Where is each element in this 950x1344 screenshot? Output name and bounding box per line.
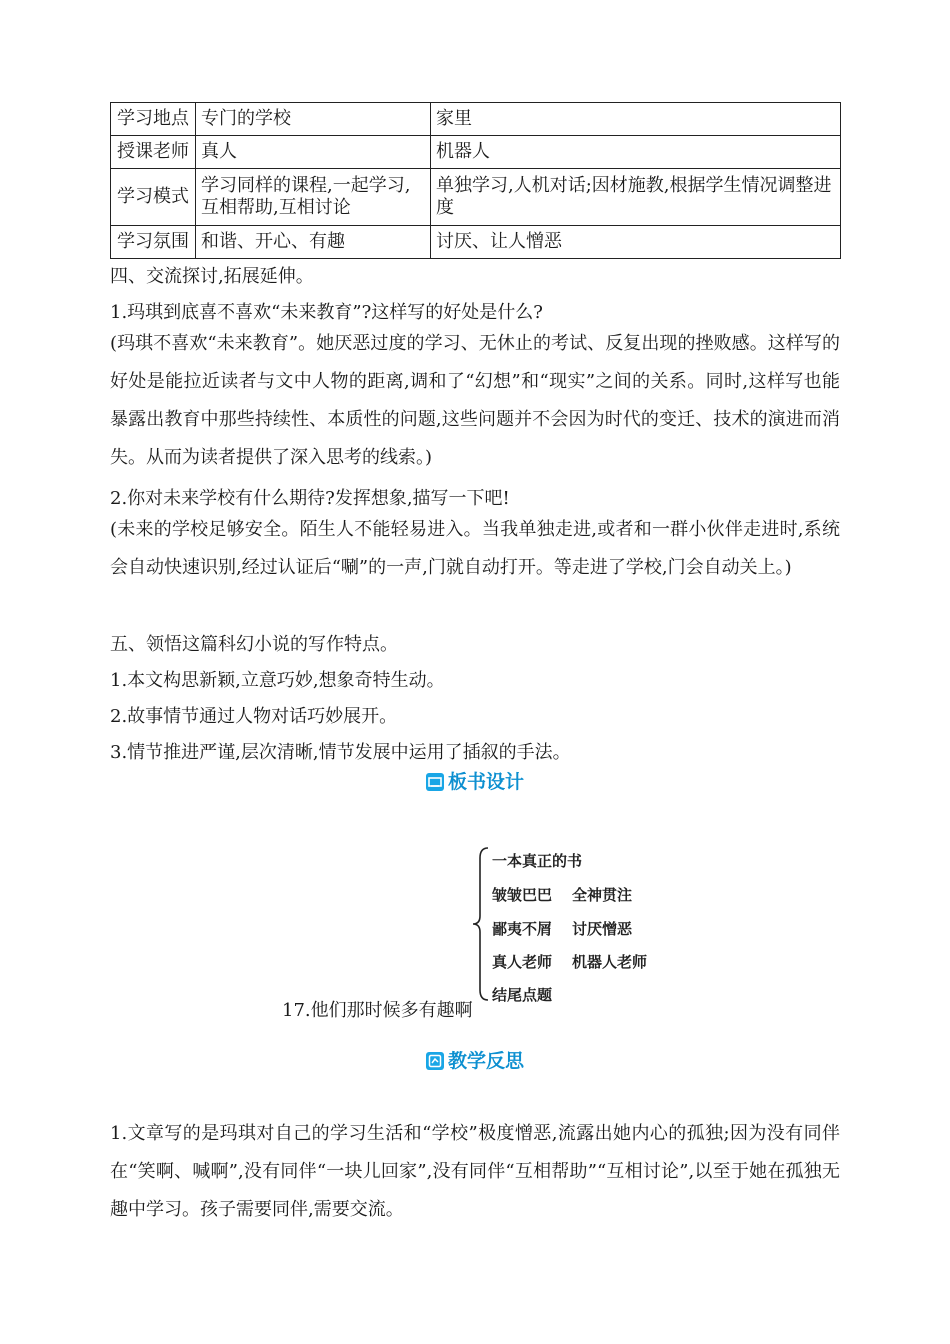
board-item: 讨厌憎恶 [572, 920, 633, 938]
board-item: 鄙夷不屑 [492, 920, 553, 938]
board-item: 机器人老师 [572, 953, 648, 971]
table-row [111, 103, 841, 136]
section5-heading: 五、领悟这篇科幻小说的写作特点。 [110, 634, 398, 655]
row-key: 学习氛围 [111, 226, 196, 259]
cell-past: 学习同样的课程,一起学习,互相帮助,互相讨论 [196, 169, 431, 226]
table-row [111, 226, 841, 259]
cell-future: 单独学习,人机对话;因材施教,根据学生情况调整进度 [431, 169, 841, 226]
cell-future: 家里 [431, 103, 841, 136]
row-key: 学习地点 [111, 103, 196, 136]
question-1: 1.玛琪到底喜不喜欢“未来教育”?这样写的好处是什么? [110, 302, 543, 323]
answer-1: (玛琪不喜欢“未来教育”。她厌恶过度的学习、无休止的考试、反复出现的挫败感。这样写的好处是能拉近读者与文中人物的距离,调和了“幻想”和“现实”之间的关系。同时,这样写也能暴露出教育中那些持续性、本质性的问题,这些问题并不会因为时代的变迁、技术的演进而消失。从而为读者提供了深入思考的线索。) [110, 333, 840, 468]
section4-heading: 四、交流探讨,拓展延伸。 [110, 266, 314, 287]
reflection-header [0, 1046, 950, 1073]
board-item: 真人老师 [492, 953, 553, 971]
table-row [111, 136, 841, 169]
table-row [111, 169, 841, 226]
reflection-icon [426, 1052, 444, 1070]
board-item: 结尾点题 [492, 986, 553, 1004]
cell-future: 机器人 [431, 136, 841, 169]
board-icon [426, 773, 444, 791]
board-item: 一本真正的书 [492, 852, 583, 870]
answer-2: (未来的学校足够安全。陌生人不能轻易进入。当我单独走进,或者和一群小伙伴走进时,系统会自动快速识别,经过认证后“唰”的一声,门就自动打开。等走进了学校,门会自动关上。) [110, 519, 840, 578]
feature-2: 2.故事情节通过人物对话巧妙展开。 [110, 706, 398, 727]
board-design-header [0, 767, 950, 794]
question-2: 2.你对未来学校有什么期待?发挥想象,描写一下吧! [110, 488, 510, 509]
board-title: 17.他们那时候多有趣啊 [282, 1000, 473, 1021]
brace-icon [470, 846, 490, 1002]
cell-past: 真人 [196, 136, 431, 169]
row-key: 授课老师 [111, 136, 196, 169]
reflection-title: 教学反思 [447, 1050, 524, 1072]
cell-past: 和谐、开心、有趣 [196, 226, 431, 259]
cell-past: 专门的学校 [196, 103, 431, 136]
feature-3: 3.情节推进严谨,层次清晰,情节发展中运用了插叙的手法。 [110, 742, 571, 763]
comparison-table [110, 102, 841, 259]
board-item: 皱皱巴巴 [492, 886, 553, 904]
row-key: 学习模式 [111, 169, 196, 226]
board-design-title: 板书设计 [447, 771, 524, 793]
reflection-paragraph: 1.文章写的是玛琪对自己的学习生活和“学校”极度憎恶,流露出她内心的孤独;因为没有同伴在“笑啊、喊啊”,没有同伴“一块儿回家”,没有同伴“互相帮助”“互相讨论”,以至于她在孤独无趣中学习。孩子需要同伴,需要交流。 [110, 1123, 840, 1220]
board-item: 全神贯注 [572, 886, 633, 904]
cell-future: 讨厌、让人憎恶 [431, 226, 841, 259]
feature-1: 1.本文构思新颖,立意巧妙,想象奇特生动。 [110, 670, 445, 691]
